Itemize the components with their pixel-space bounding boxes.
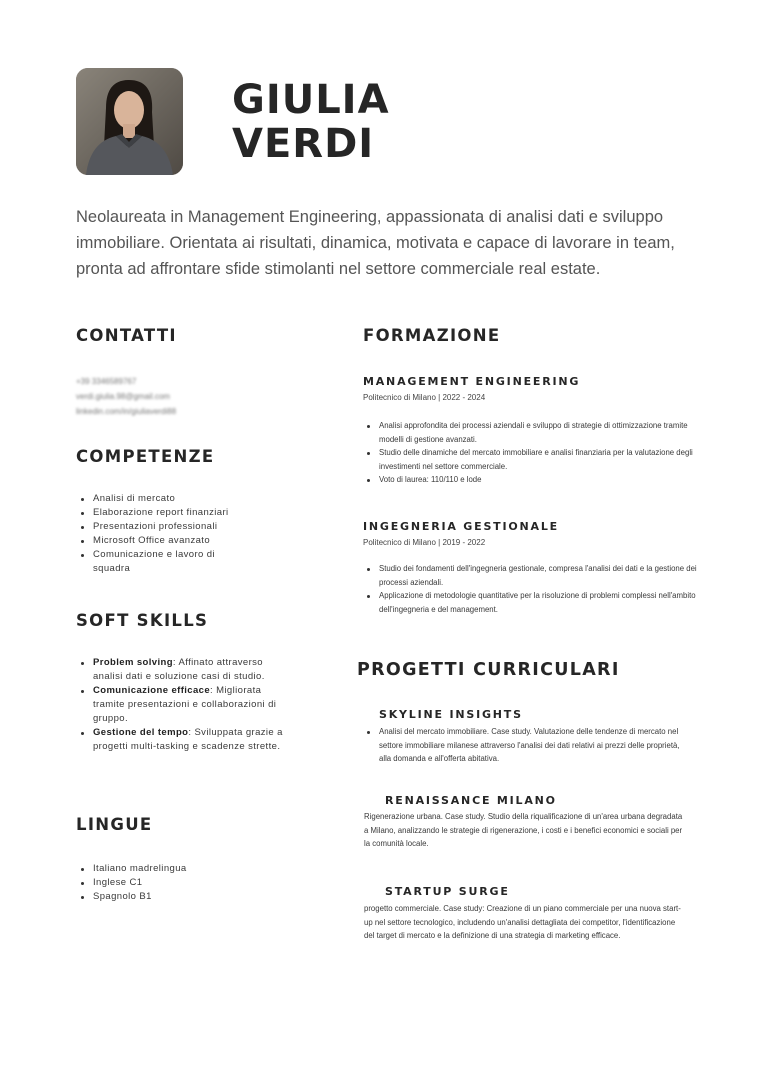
list-item: Elaborazione report finanziari [76, 506, 286, 520]
page-title [232, 78, 390, 166]
project-title: SKYLINE INSIGHTS [379, 708, 523, 721]
list-item: Italiano madrelingua [76, 862, 286, 876]
formazione-heading: FORMAZIONE [363, 326, 501, 345]
contact-linkedin: linkedin.com/in/giuliaverdi88 [76, 407, 177, 416]
project-title: STARTUP SURGE [385, 885, 510, 898]
skill-name: Comunicazione efficace [93, 685, 211, 696]
progetti-heading: PROGETTI CURRICULARI [357, 660, 620, 680]
contact-phone: +39 3346589767 [76, 377, 137, 386]
profile-summary: Neolaureata in Management Engineering, appassionata di analisi dati e sviluppo immobiliare. Orientata ai risultati, dinamica, motivata e capace di lavorare in team, pronta ad affrontare sfide stimolanti nel settore commerciale real estate. [76, 208, 675, 278]
list-item [76, 726, 291, 754]
skill-desc: : Sviluppata grazie a progetti multi-tasking e scadenze strette. [93, 727, 283, 752]
first-name: GIULIA [232, 77, 390, 123]
list-item: Analisi del mercato immobiliare. Case study. Valutazione delle tendenze di mercato nel settore immobiliare milanese attraverso l'analisi dei dati relativi ai prezzi delle proprietà, alla domanda e all'offerta abitativa. [362, 725, 687, 766]
list-item: Voto di laurea: 110/110 e lode [362, 473, 707, 487]
list-item: Studio delle dinamiche del mercato immobiliare e analisi finanziaria per la valutazione degli investimenti nel settore commerciale. [362, 446, 707, 473]
profile-photo [76, 68, 183, 175]
soft-skills-heading: SOFT SKILLS [76, 611, 209, 630]
competenze-list [76, 492, 286, 576]
list-item: Inglese C1 [76, 876, 286, 890]
contatti-heading: CONTATTI [76, 326, 177, 345]
lingue-heading: LINGUE [76, 815, 153, 834]
edu-subtitle: Politecnico di Milano | 2019 - 2022 [363, 538, 486, 547]
list-item: Microsoft Office avanzato [76, 534, 286, 548]
list-item: Comunicazione e lavoro di squadra [76, 548, 251, 576]
list-item: Analisi di mercato [76, 492, 286, 506]
lingue-list [76, 862, 286, 904]
skill-name: Problem solving [93, 657, 173, 668]
edu-subtitle: Politecnico di Milano | 2022 - 2024 [363, 393, 486, 402]
list-item [76, 656, 291, 684]
competenze-heading: COMPETENZE [76, 447, 215, 466]
skill-name: Gestione del tempo [93, 727, 189, 738]
list-item: Presentazioni professionali [76, 520, 286, 534]
contact-list [76, 374, 276, 419]
edu-details-list [362, 562, 707, 616]
list-item [76, 684, 291, 726]
soft-skills-list [76, 656, 291, 754]
list-item: Applicazione di metodologie quantitative per la risoluzione di problemi complessi nell'ambito dell'ingegneria e del management. [362, 589, 707, 616]
skill-desc: : Migliorata tramite presentazioni e collaborazioni di gruppo. [93, 685, 277, 724]
profile-photo-icon [76, 68, 183, 175]
project-text: Rigenerazione urbana. Case study. Studio della riqualificazione di un'area urbana degradata a Milano, analizzando le strategie di rigenerazione, i costi e i benefici economici e sociali per la comunità locale. [364, 812, 683, 848]
skill-desc: : Affinato attraverso analisi dati e soluzione casi di studio. [93, 657, 265, 682]
list-item: Studio dei fondamenti dell'ingegneria gestionale, compresa l'analisi dei dati e la gestione dei processi aziendali. [362, 562, 707, 589]
edu-title: MANAGEMENT ENGINEERING [363, 375, 581, 388]
list-item: Analisi approfondita dei processi aziendali e sviluppo di strategie di ottimizzazione tramite modelli di gestione avanzati. [362, 419, 707, 446]
contact-email: verdi.giulia.98@gmail.com [76, 392, 170, 401]
edu-title: INGEGNERIA GESTIONALE [363, 520, 559, 533]
project-text: progetto commerciale. Case study: Creazione di un piano commerciale per una nuova start-up nel settore tecnologico, includendo un'analisi dettagliata dei competitor, l'identificazione del target di mercato e la definizione di una strategia di marketing efficace. [364, 904, 681, 940]
list-item: Spagnolo B1 [76, 890, 286, 904]
project-details-list [362, 725, 687, 766]
last-name: VERDI [232, 121, 375, 167]
project-title: RENAISSANCE MILANO [385, 794, 557, 807]
edu-details-list [362, 419, 707, 487]
